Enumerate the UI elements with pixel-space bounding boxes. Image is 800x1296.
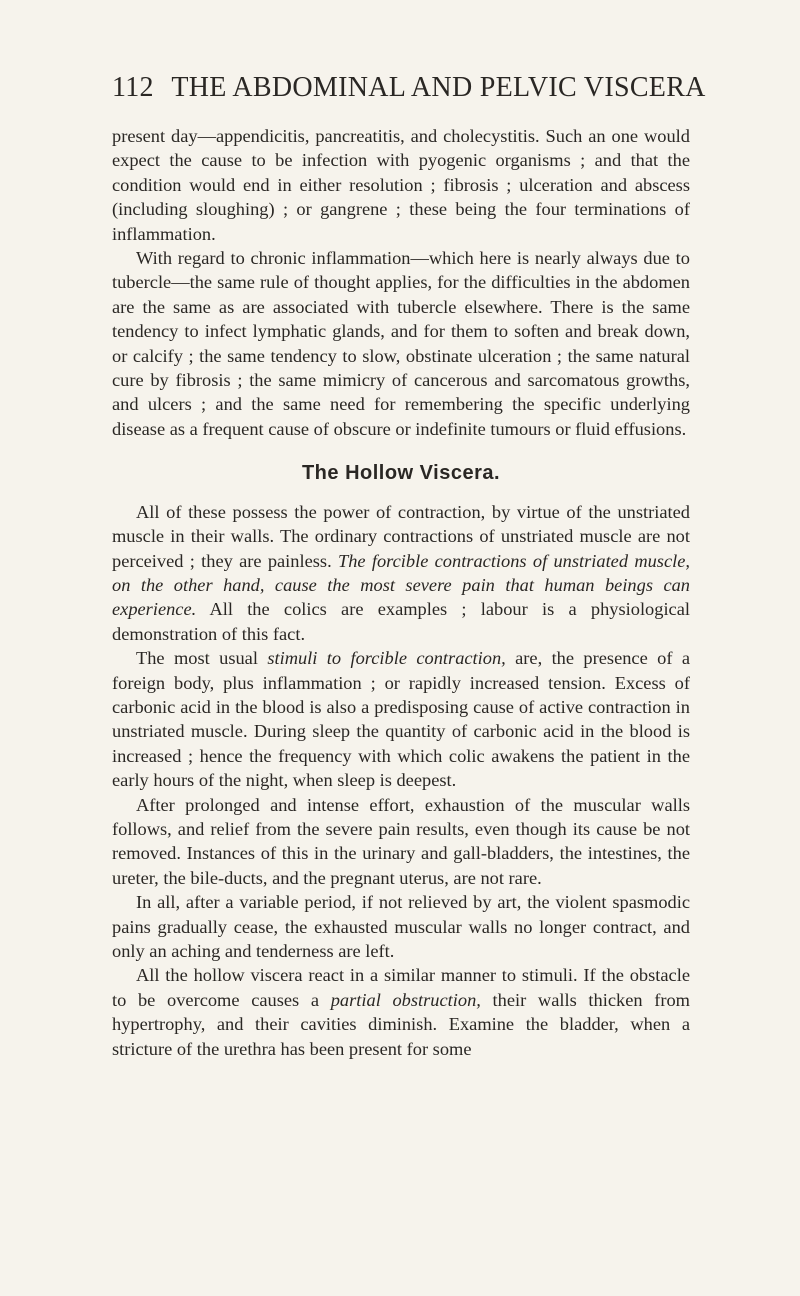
paragraph: In all, after a variable period, if not relieved by art, the violent spasmodic pains gradually cease, the exhausted muscular walls no longer contract, and only an aching and tenderness are left. [112,892,690,961]
text-run: The most usual [136,648,268,669]
page-number: 112 [112,72,154,103]
italic-text: The forcible contractions of unstriated muscle, on the other hand, cause the most severe pain that human beings can experience. [112,550,690,620]
text-run: All of these possess the power of contraction, by virtue of the unstriated muscle in their walls. The ordinary contractions of unstriated muscle are not perceived ; they are painless. [112,501,690,571]
text-run: All the hollow viscera react in a similar manner to stimuli. If the obstacle to be overcome causes a [112,965,690,1010]
running-title: THE ABDOMINAL AND PELVIC VISCERA [171,72,706,103]
paragraph [112,963,690,1061]
page-header [112,72,706,112]
paragraph: After prolonged and intense effort, exhaustion of the muscular walls follows, and relief from the severe pain results, even though its cause be not removed. Instances of this in the urinary and gall-bladders, the intestines, the ureter, the bile-ducts, and the pregnant uterus, are not rare. [112,794,690,888]
text-run: All the colics are examples ; labour is a physiological demonstration of this fact. [112,599,690,644]
paragraph [112,646,690,792]
text-run: their walls thicken from hypertrophy, and their cavities diminish. Examine the bladder, when a stricture of the urethra has been present for some [112,989,690,1059]
paragraph: present day—appendicitis, pancreatitis, and cholecystitis. Such an one would expect the cause to be infection with pyogenic organisms ; and that the condition would end in either resolution ; fibrosis ; ulceration and abscess (including sloughing) ; or gangrene ; these being the four terminations of inflammation. [112,126,690,244]
text-run: are, the presence of a foreign body, plus inflammation ; or rapidly increased tension. Excess of carbonic acid in the blood is also a predisposing cause of active contraction in unstriated muscle. During sleep the quantity of carbonic acid in the blood is increased ; hence the frequency with which colic awakens the patient in the early hours of the night, when sleep is deepest. [112,648,690,791]
paragraph: With regard to chronic inflammation—which here is nearly always due to tubercle—the same rule of thought applies, for the difficulties in the abdomen are the same as are associated with tubercle elsewhere. There is the same tendency to infect lymphatic glands, and for them to soften and break down, or calcify ; the same tendency to slow, obstinate ulceration ; the same natural cure by fibrosis ; the same mimicry of cancerous and sarcomatous growths, and ulcers ; and the same need for remembering the specific underlying disease as a frequent cause of obscure or indefinite tumours or fluid effusions. [112,248,690,439]
italic-text: stimuli to forcible contraction, [267,648,506,669]
body-text [112,124,690,1061]
paragraph [112,500,690,646]
italic-text: partial obstruction, [330,989,481,1010]
section-heading: The Hollow Viscera. [301,462,501,485]
